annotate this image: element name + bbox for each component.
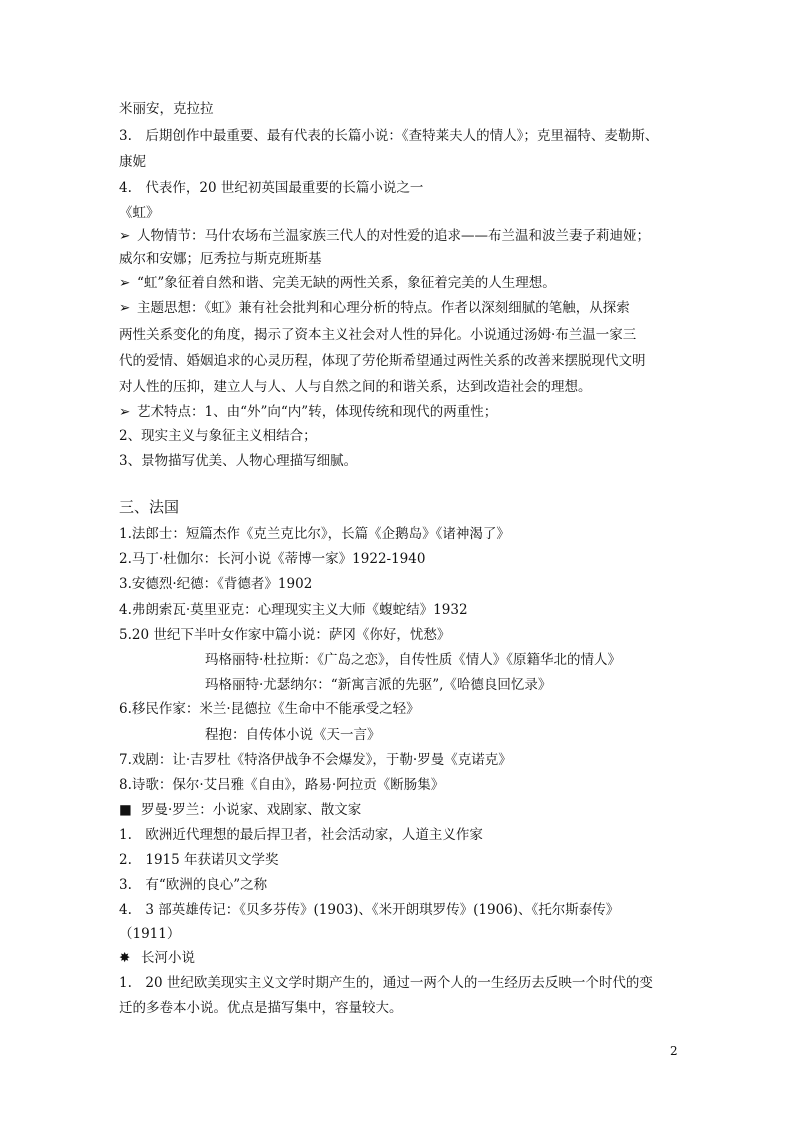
arrow-bullet-icon: ➢ <box>119 404 131 420</box>
bullet-line <box>119 228 650 244</box>
text-line: 1. 欧洲近代理想的最后捍卫者，社会活动家，人道主义作家 <box>119 827 483 843</box>
text-line: 主题思想：《虹》兼有社会批判和心理分析的特点。作者以深刻细腻的笔触，从探索 <box>137 300 630 316</box>
text-line: 3. 有“欧洲的良心”之称 <box>119 877 268 893</box>
text-line: 4. 代表作，20 世纪初英国最重要的长篇小说之一 <box>119 180 424 196</box>
bullet-line <box>119 275 556 291</box>
text-line: 艺术特点：1、由“外”向“内”转，体现传统和现代的两重性； <box>137 404 498 420</box>
section-heading: 三、法国 <box>119 498 180 516</box>
text-line: 代的爱情、婚姻追求的心灵历程，体现了劳伦斯希望通过两性关系的改善来摆脱现代文明 <box>119 353 646 369</box>
bullet-line <box>119 950 195 966</box>
text-line: 威尔和安娜；厄秀拉与斯克班斯基 <box>119 251 322 267</box>
star-bullet-icon: ✸ <box>119 950 131 966</box>
text-line: 康妮 <box>119 154 146 170</box>
text-line: 米丽安，克拉拉 <box>119 101 214 117</box>
text-line: 2、现实主义与象征主义相结合； <box>119 428 317 444</box>
arrow-bullet-icon: ➢ <box>119 228 131 244</box>
text-line: 两性关系变化的角度，揭示了资本主义社会对人性的异化。小说通过汤姆·布兰温一家三 <box>119 327 637 343</box>
text-line: 对人性的压抑，建立人与人、人与自然之间的和谐关系，达到改造社会的理想。 <box>119 379 592 395</box>
text-line: 长河小说 <box>141 950 195 966</box>
text-line: 6.移民作家：米兰·昆德拉《生命中不能承受之轻》 <box>119 701 420 717</box>
text-line: 2. 1915 年获诺贝文学奖 <box>119 852 279 868</box>
text-line: 罗曼·罗兰：小说家、戏剧家、散文家 <box>141 802 362 818</box>
text-line: 3、景物描写优美、人物心理描写细腻。 <box>119 453 358 469</box>
text-line: 玛格丽特·尤瑟纳尔：“新寓言派的先驱”,《哈德良回忆录》 <box>205 677 552 693</box>
bullet-line <box>119 802 361 818</box>
page-number: 2 <box>670 1044 678 1058</box>
text-line: 5.20 世纪下半叶女作家中篇小说：萨冈《你好，忧愁》 <box>119 627 451 643</box>
text-line: “虹”象征着自然和谐、完美无缺的两性关系，象征着完美的人生理想。 <box>137 275 556 291</box>
text-line: 1.法郎士：短篇杰作《克兰克比尔》，长篇《企鹅岛》《诸神渴了》 <box>119 526 510 542</box>
text-line: 7.戏剧：让·吉罗杜《特洛伊战争不会爆发》，于勒·罗曼《克诺克》 <box>119 752 512 768</box>
text-line: 人物情节：马什农场布兰温家族三代人的对性爱的追求——布兰温和波兰妻子莉迪娅； <box>137 228 650 244</box>
square-bullet-icon: ■ <box>119 802 132 818</box>
text-line: 玛格丽特·杜拉斯：《广岛之恋》，自传性质《情人》《原籍华北的情人》 <box>205 652 622 668</box>
text-line: 1. 20 世纪欧美现实主义文学时期产生的，通过一两个人的一生经历去反映一个时代的变 <box>119 975 653 991</box>
text-line: 《虹》 <box>119 205 160 221</box>
text-line: 2.马丁·杜伽尔：长河小说《蒂博一家》1922-1940 <box>119 551 426 567</box>
bullet-line <box>119 404 497 420</box>
arrow-bullet-icon: ➢ <box>119 275 131 291</box>
text-line: 4. 3 部英雄传记：《贝多芬传》(1903)、《米开朗琪罗传》(1906)、《托尔斯泰传》 <box>119 902 620 918</box>
bullet-line <box>119 300 630 316</box>
text-line: 8.诗歌：保尔·艾吕雅《自由》，路易·阿拉贡《断肠集》 <box>119 777 445 793</box>
text-line: 迁的多卷本小说。优点是描写集中，容量较大。 <box>119 1000 403 1016</box>
text-line: 程抱：自传体小说《天一言》 <box>205 727 381 743</box>
text-line: （1911） <box>119 926 181 942</box>
arrow-bullet-icon: ➢ <box>119 300 131 316</box>
text-line: 3.安德烈·纪德：《背德者》1902 <box>119 576 313 592</box>
text-line: 3. 后期创作中最重要、最有代表的长篇小说：《查特莱夫人的情人》；克里福特、麦勒斯、 <box>119 128 659 144</box>
text-line: 4.弗朗索瓦·莫里亚克：心理现实主义大师《蝮蛇结》1932 <box>119 602 468 618</box>
